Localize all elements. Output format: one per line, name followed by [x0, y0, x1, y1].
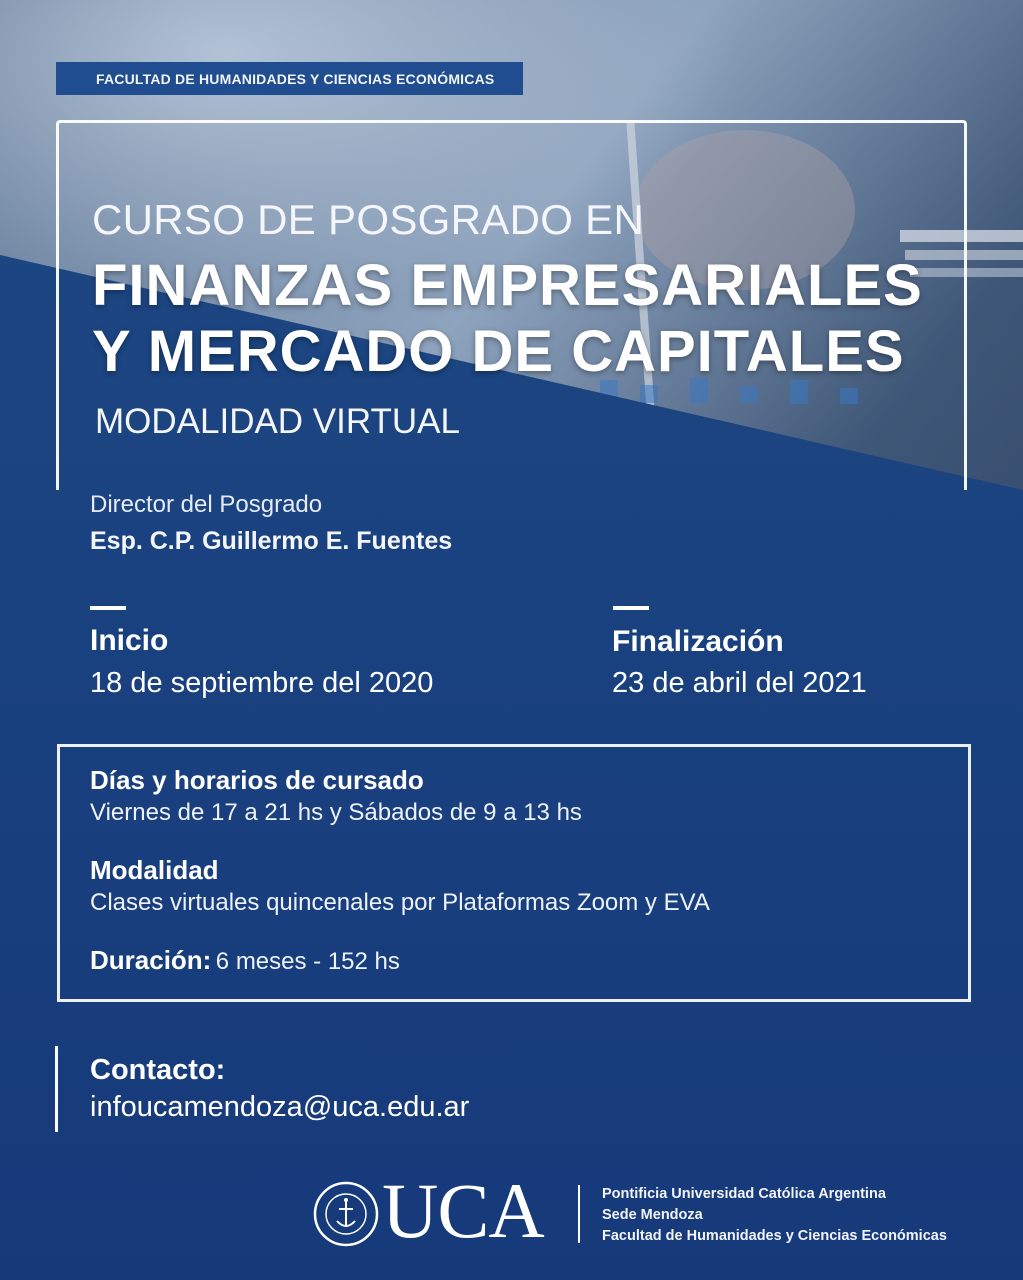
uca-wordmark: UCA: [382, 1167, 544, 1254]
start-date: 18 de septiembre del 2020: [90, 667, 434, 699]
schedule-label: Días y horarios de cursado: [90, 765, 424, 795]
end-date: 23 de abril del 2021: [612, 667, 867, 699]
contact-accent-bar: [55, 1046, 58, 1132]
duration-row: [90, 945, 400, 976]
title-line-2: FINANZAS EMPRESARIALES: [92, 253, 923, 318]
director-label: Director del Posgrado: [90, 491, 323, 518]
duration-label: Duración:: [90, 945, 212, 975]
logo-separator: [578, 1185, 580, 1243]
org-line-2: Sede Mendoza: [602, 1207, 703, 1223]
contact-label: Contacto:: [90, 1054, 226, 1086]
modality-label: Modalidad: [90, 855, 219, 885]
start-label: Inicio: [90, 624, 169, 657]
end-label: Finalización: [612, 625, 784, 658]
faculty-banner-text: FACULTAD DE HUMANIDADES Y CIENCIAS ECONÓMICAS: [96, 70, 495, 87]
faculty-banner: [56, 62, 523, 95]
director-name: Esp. C.P. Guillermo E. Fuentes: [90, 527, 453, 555]
title-line-3: Y MERCADO DE CAPITALES: [92, 319, 905, 384]
end-dash: [613, 606, 649, 610]
modality-value: Clases virtuales quincenales por Plataformas Zoom y EVA: [90, 889, 710, 916]
start-dash: [90, 606, 126, 610]
org-line-3: Facultad de Humanidades y Ciencias Económicas: [602, 1228, 947, 1244]
org-line-1: Pontificia Universidad Católica Argentina: [602, 1186, 886, 1202]
title-line-1: CURSO DE POSGRADO EN: [92, 196, 645, 243]
uca-seal-icon: [313, 1181, 379, 1247]
duration-value: 6 meses - 152 hs: [215, 948, 400, 975]
modality-title: MODALIDAD VIRTUAL: [95, 402, 460, 441]
contact-email-link[interactable]: infoucamendoza@uca.edu.ar: [90, 1091, 470, 1123]
schedule-value: Viernes de 17 a 21 hs y Sábados de 9 a 13 hs: [90, 799, 582, 826]
